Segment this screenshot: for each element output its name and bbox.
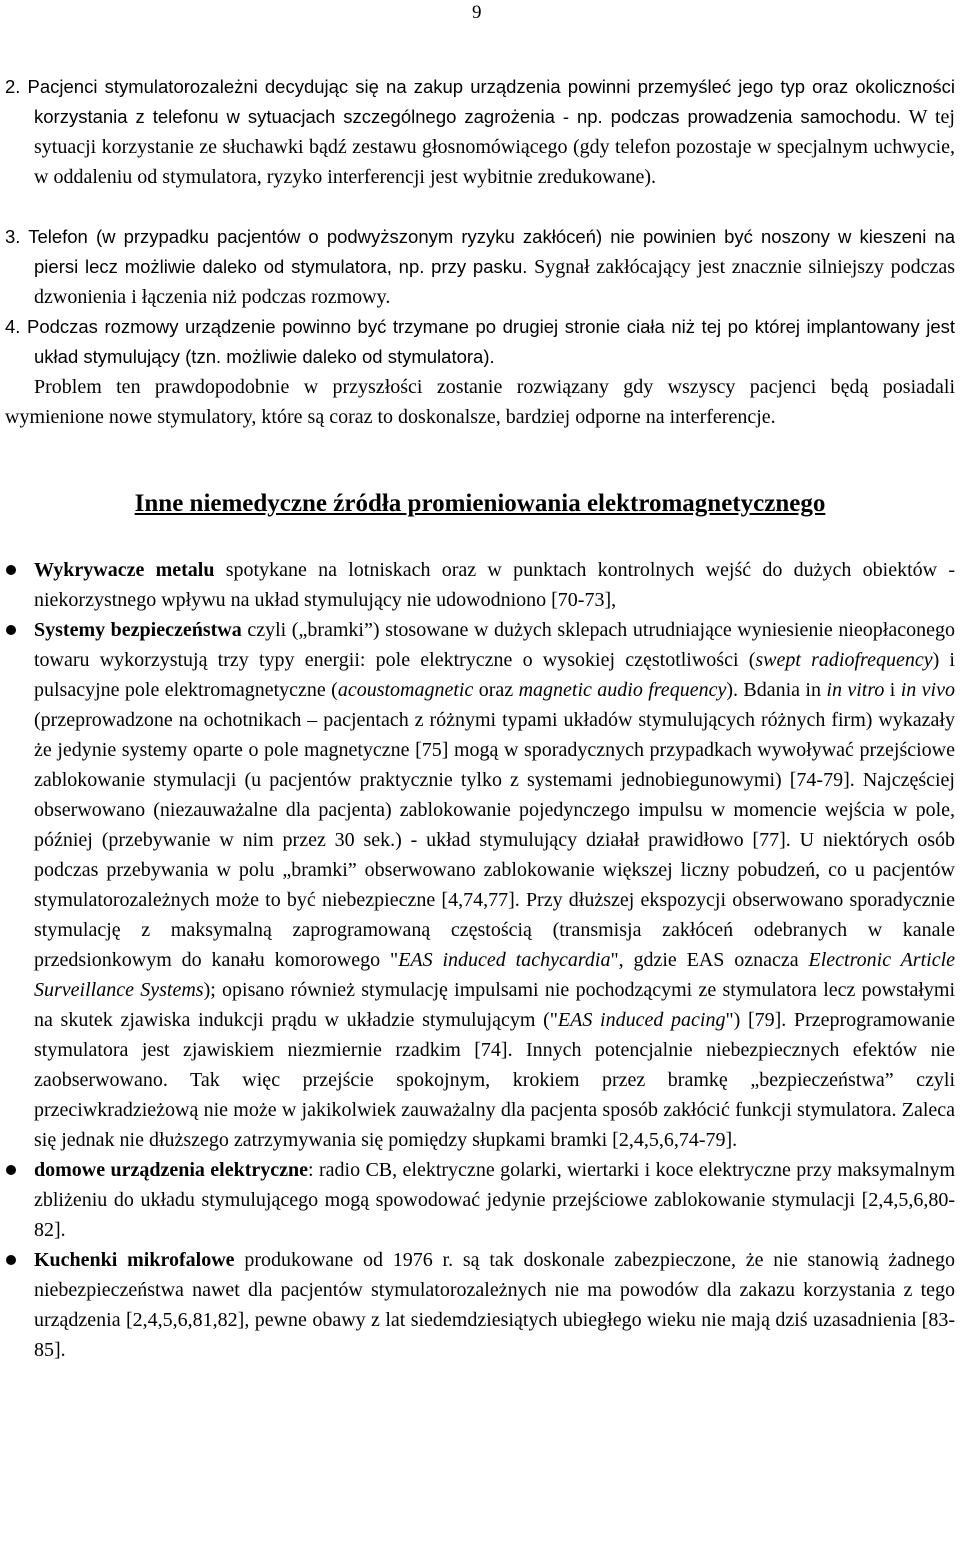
security-text: Najczęściej obserwowano (niezauważalne dla pacjenta) zablokowanie pojedynczego impulsu w momencie wejścia w pole, później (przebywanie w nim przez 30 sek.) - układ stymulujący działał prawidłowo [77]. (34, 769, 955, 851)
security-text: Bdania in (738, 679, 827, 701)
metal-detectors-text: spotykane na lotniskach oraz w punktach kontrolnych wejść do dużych obiektów - niekorzystnego wpływu na układ stymulujący nie udowodniono [70-73], (34, 559, 955, 611)
list-item (0, 1155, 955, 1245)
security-text: ) i pulsacyjne pole elektromagnetyczne ( (34, 649, 955, 701)
list-item (0, 555, 955, 615)
security-text: oraz (473, 679, 519, 701)
security-text: ); (203, 979, 216, 1001)
microwave-text: produkowane od 1976 r. (234, 1249, 454, 1271)
list-item (0, 1245, 955, 1365)
paragraph-item-2 (5, 72, 955, 192)
page-number: 9 (472, 2, 482, 23)
section-heading: Inne niemedyczne źródła promieniowania elektromagnetycznego (134, 490, 826, 517)
security-text: Przeprogramowanie stymulatora jest zjawiskiem niezmiernie rzadkim [74]. (34, 1009, 956, 1061)
security-italic: EAS induced pacing (557, 1009, 726, 1031)
bullet-list (0, 555, 960, 1365)
problem-text: Problem ten prawdopodobnie w przyszłości zostanie rozwiązany gdy wszyscy pacjenci będą posiadali wymienione nowe stymulatory, które są coraz to doskonalsze, bardziej odporne na interferencje. (5, 376, 955, 428)
security-italic: EAS induced tachycardia (398, 949, 611, 971)
term-metal-detectors: Wykrywacze metalu (34, 559, 215, 581)
term-microwave: Kuchenki mikrofalowe (34, 1249, 235, 1271)
security-text: opisano również stymulację impulsami nie pochodzącymi ze stymulatora lecz powstałymi na skutek zjawiska indukcji prądu w układzie stymulującym (" (34, 979, 956, 1031)
bullet-icon (6, 1165, 16, 1175)
paragraph-item-4 (5, 312, 955, 372)
security-text: Tak więc przejście spokojnym, krokiem przez bramkę „bezpieczeństwa” czyli przeciwkradzieżową nie może w jakikolwiek zauważalny dla pacjenta sposób zakłócić funkcji stymulatora. (34, 1069, 955, 1121)
term-home-appliances: domowe urządzenia elektryczne (34, 1159, 309, 1181)
security-text: ). (726, 679, 738, 701)
microwave-text: są tak doskonale zabezpieczone, że nie stanowią żadnego niebezpieczeństwa nawet dla pacjentów stymulatorozależnych nie ma powodów dla zakazu korzystania z tego urządzenia [2,4,5,6,81,82], pewne obawy z lat siedemdziesiątych ubiegłego wieku nie mają dziś uzasadnienia [83-85]. (34, 1249, 956, 1361)
paragraph-item-3 (5, 222, 956, 312)
security-text: (przeprowadzone na ochotnikach – pacjentach z różnymi typami układów stymulujących różnych firm) wykazały że jedynie systemy oparte o pole magnetyczne [75] mogą w sporadycznych przypadkach wywoływać przejściowe zablokowanie stymulacji (u pacjentów praktycznie tylko z systemami jednobiegunowymi) [74-79]. (34, 709, 955, 791)
security-text: U niektórych osób podczas przebywania w polu „bramki” obserwowano zablokowanie większej liczny pobudzeń, co u pacjentów stymulatorozależnych może to być niebezpieczne [4,74,77]. (34, 829, 955, 911)
security-text: i (884, 679, 901, 701)
item-4-text: 4. Podczas rozmowy urządzenie powinno być trzymane po drugiej stronie ciała niż tej po której implantowany jest układ stymulujący (tzn. możliwie daleko od stymulatora). (5, 316, 955, 367)
security-text: Innych potencjalnie niebezpiecznych efektów nie zaobserwowano. (34, 1039, 955, 1091)
security-text: ") [79]. (725, 1009, 787, 1031)
paragraph-problem (5, 372, 955, 432)
security-italic: swept radiofrequency (755, 649, 933, 671)
item-2-text: 2. Pacjenci stymulatorozależni decydując się na zakup urządzenia powinni przemyśleć jego typ oraz okoliczności korzystania z telefonu w sytuacjach szczególnego zagrożenia - np. podczas prowadzenia samochodu. (5, 76, 955, 127)
security-text: Przy dłuższej ekspozycji obserwowano sporadycznie stymulację z maksymalną zaprogramowaną częstością (transmisja zakłóceń odebranych w kanale przedsionkowym do kanału komorowego " (34, 889, 955, 971)
item-3-text-serif: Sygnał zakłócający jest znacznie silniejszy podczas dzwonienia i łączenia niż podczas rozmowy. (34, 256, 956, 308)
security-italic: in vivo (900, 679, 955, 701)
security-italic: magnetic audio frequency (518, 679, 727, 701)
term-security-systems: Systemy bezpieczeństwa (34, 619, 242, 641)
security-italic: acoustomagnetic (337, 679, 474, 701)
security-text: ", gdzie EAS oznacza (610, 949, 809, 971)
security-italic: in vitro (826, 679, 885, 701)
bullet-icon (6, 565, 16, 575)
security-text: czyli („bramki”) stosowane w dużych sklepach utrudniające wyniesienie nieopłaconego towaru wykorzystują trzy typy energii: pole elektryczne o wysokiej częstotliwości ( (34, 619, 955, 671)
bullet-icon (6, 625, 16, 635)
bullet-icon (6, 1255, 16, 1265)
item-3-text: 3. Telefon (w przypadku pacjentów o podwyższonym ryzyku zakłóceń) nie powinien być noszony w kieszeni na piersi lecz możliwie daleko od stymulatora, np. przy pasku. (5, 226, 955, 277)
security-text: Zaleca się jednak nie dłuższego zatrzymywania się pomiędzy słupkami bramki [2,4,5,6,74-79]. (34, 1099, 956, 1151)
list-item (0, 615, 955, 1155)
home-appliances-text: : radio CB, elektryczne golarki, wiertarki i koce elektryczne przy maksymalnym zbliżeniu do układu stymulującego mogą spowodować jedynie przejściowe zablokowanie stymulacji [2,4,5,6,80-82]. (34, 1159, 955, 1241)
item-2-text-serif: W tej sytuacji korzystanie ze słuchawki bądź zestawu głosnomówiącego (gdy telefon pozostaje w specjalnym uchwycie, w oddaleniu od stymulatora, ryzyko interferencji jest wybitnie zredukowane). (34, 106, 955, 188)
security-italic: Electronic Article Surveillance Systems (34, 949, 956, 1001)
